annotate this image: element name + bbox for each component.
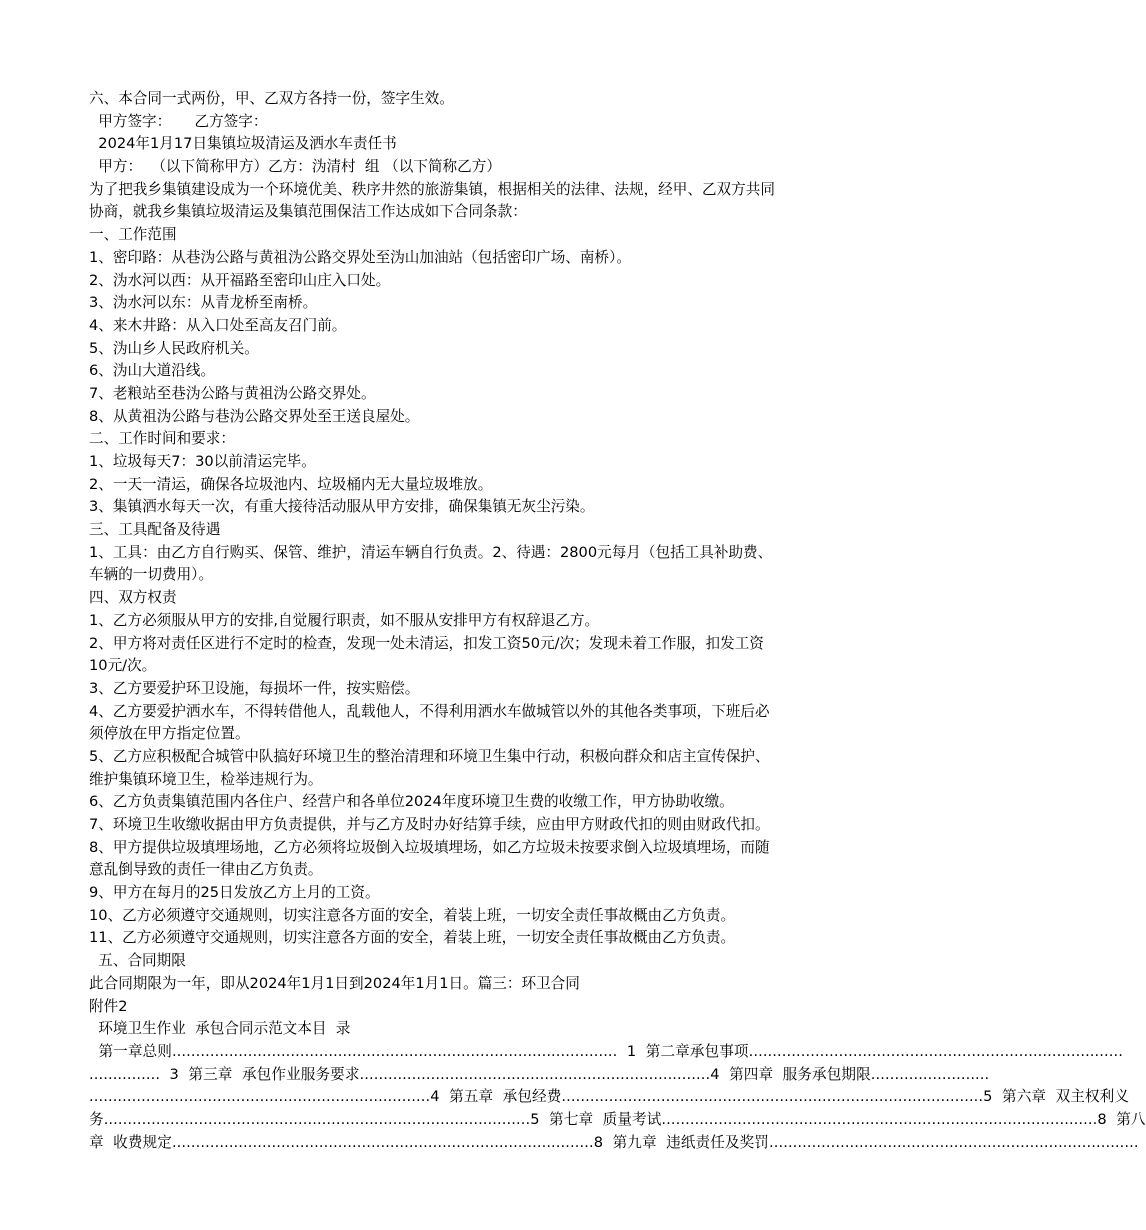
toc-line-1: 第一章总则.............................................................................................. 1 第二章承包事项............................................................................... bbox=[89, 1042, 1123, 1060]
tools-item-line-1: 1、工具：由乙方自行购买、保管、维护，清运车辆自行负责。2、待遇：2800元每月（包括工具补助费、 bbox=[89, 543, 773, 561]
section-heading-tools: 三、工具配备及待遇 bbox=[89, 521, 221, 539]
scope-item-8: 8、从黄祖沩公路与巷沩公路交界处至王送良屋处。 bbox=[89, 407, 420, 425]
rights-item-8-line-1: 8、甲方提供垃圾填埋场地，乙方必须将垃圾倒入垃圾填埋场，如乙方垃圾未按要求倒入垃圾填埋场，而随 bbox=[89, 838, 770, 856]
scope-item-5: 5、沩山乡人民政府机关。 bbox=[89, 339, 259, 357]
clause-copies-line: 六、本合同一式两份，甲、乙双方各持一份，签字生效。 bbox=[89, 90, 454, 107]
rights-item-1: 1、乙方必须服从甲方的安排,自觉履行职责，如不服从安排甲方有权辞退乙方。 bbox=[89, 611, 600, 629]
rights-item-11: 11、乙方必须遵守交通规则，切实注意各方面的安全，着装上班，一切安全责任事故概由乙方负责。 bbox=[89, 929, 736, 947]
time-item-1: 1、垃圾每天7：30以前清运完毕。 bbox=[89, 453, 316, 470]
scope-item-6: 6、沩山大道沿线。 bbox=[89, 362, 216, 380]
scope-item-3: 3、沩水河以东：从青龙桥至南桥。 bbox=[89, 294, 318, 312]
rights-item-5-line-2: 维护集镇环境卫生，检举违规行为。 bbox=[89, 770, 323, 788]
rights-item-10: 10、乙方必须遵守交通规则，切实注意各方面的安全，着装上班，一切安全责任事故概由乙方负责。 bbox=[89, 906, 736, 924]
scope-item-1: 1、密印路：从巷沩公路与黄祖沩公路交界处至沩山加油站（包括密印广场、南桥）。 bbox=[89, 248, 631, 266]
rights-item-6: 6、乙方负责集镇范围内各住户、经营户和各单位2024年度环境卫生费的收缴工作，甲方协助收缴。 bbox=[89, 793, 734, 811]
preamble-line-1: 为了把我乡集镇建设成为一个环境优美、秩序井然的旅游集镇，根据相关的法律、法规，经甲、乙双方共同 bbox=[89, 180, 775, 198]
rights-item-8-line-2: 意乱倒导致的责任一律由乙方负责。 bbox=[89, 861, 323, 879]
document-title-line: 2024年1月17日集镇垃圾清运及洒水车责任书 bbox=[89, 135, 397, 153]
parties-line: 甲方： （以下简称甲方）乙方：沩清村 组 （以下简称乙方） bbox=[89, 158, 501, 176]
section-heading-rights: 四、双方权责 bbox=[89, 589, 177, 607]
rights-item-4-line-1: 4、乙方要爱护洒水车，不得转借他人，乱载他人，不得利用洒水车做城管以外的其他各类事项，下班后必 bbox=[89, 702, 770, 720]
toc-title: 环境卫生作业 承包合同示范文本目 录 bbox=[89, 1020, 351, 1038]
section-heading-scope: 一、工作范围 bbox=[89, 226, 177, 244]
toc-line-2: ............... 3 第三章 承包作业服务要求..........................................................................4 第四章 服务承包期限......................... bbox=[89, 1065, 990, 1083]
attachment-label: 附件2 bbox=[89, 997, 128, 1015]
rights-item-2-line-2: 10元/次。 bbox=[89, 657, 157, 675]
scope-item-7: 7、老粮站至巷沩公路与黄祖沩公路交界处。 bbox=[89, 384, 376, 402]
rights-item-5-line-1: 5、乙方应积极配合城管中队搞好环境卫生的整治清理和环境卫生集中行动，积极向群众和店主宣传保护、 bbox=[89, 747, 770, 765]
document-body bbox=[89, 88, 1146, 1154]
rights-item-3: 3、乙方要爱护环卫设施，每损坏一件，按实赔偿。 bbox=[89, 679, 420, 697]
term-line: 此合同期限为一年，即从2024年1月1日到2024年1月1日。篇三：环卫合同 bbox=[89, 974, 580, 992]
rights-item-2-line-1: 2、甲方将对责任区进行不定时的检查，发现一处未清运，扣发工资50元/次；发现未着工作服，扣发工资 bbox=[89, 634, 764, 652]
rights-item-7: 7、环境卫生收缴收据由甲方负责提供，并与乙方及时办好结算手续，应由甲方财政代扣的则由财政代扣。 bbox=[89, 816, 770, 833]
time-item-3: 3、集镇洒水每天一次，有重大接待活动服从甲方安排，确保集镇无灰尘污染。 bbox=[89, 498, 595, 516]
section-heading-time: 二、工作时间和要求： bbox=[89, 430, 235, 448]
scope-item-4: 4、来木井路：从入口处至高友召门前。 bbox=[89, 316, 347, 334]
section-heading-term: 五、合同期限 bbox=[89, 952, 186, 970]
signature-line: 甲方签字： 乙方签字： bbox=[89, 112, 268, 130]
toc-line-4: 务..........................................................................................5 第七章 质量考试............................................................................................8 第八 bbox=[89, 1110, 1146, 1128]
time-item-2: 2、一天一清运，确保各垃圾池内、垃圾桶内无大量垃圾堆放。 bbox=[89, 475, 493, 493]
rights-item-4-line-2: 须停放在甲方指定位置。 bbox=[89, 725, 250, 743]
rights-item-9: 9、甲方在每月的25日发放乙方上月的工资。 bbox=[89, 884, 380, 902]
tools-item-line-2: 车辆的一切费用）。 bbox=[89, 566, 214, 584]
scope-item-2: 2、沩水河以西：从开福路至密印山庄入口处。 bbox=[89, 271, 391, 289]
preamble-line-2: 协商，就我乡集镇垃圾清运及集镇范围保洁工作达成如下合同条款： bbox=[89, 203, 527, 221]
toc-line-3: ........................................................................4 第五章 承包经费.........................................................................................5 第六章 双主权利义 bbox=[89, 1088, 1130, 1106]
toc-line-5: 章 收费规定.........................................................................................8 第九章 违纸责任及奖罚.............................................................................. bbox=[89, 1133, 1139, 1151]
